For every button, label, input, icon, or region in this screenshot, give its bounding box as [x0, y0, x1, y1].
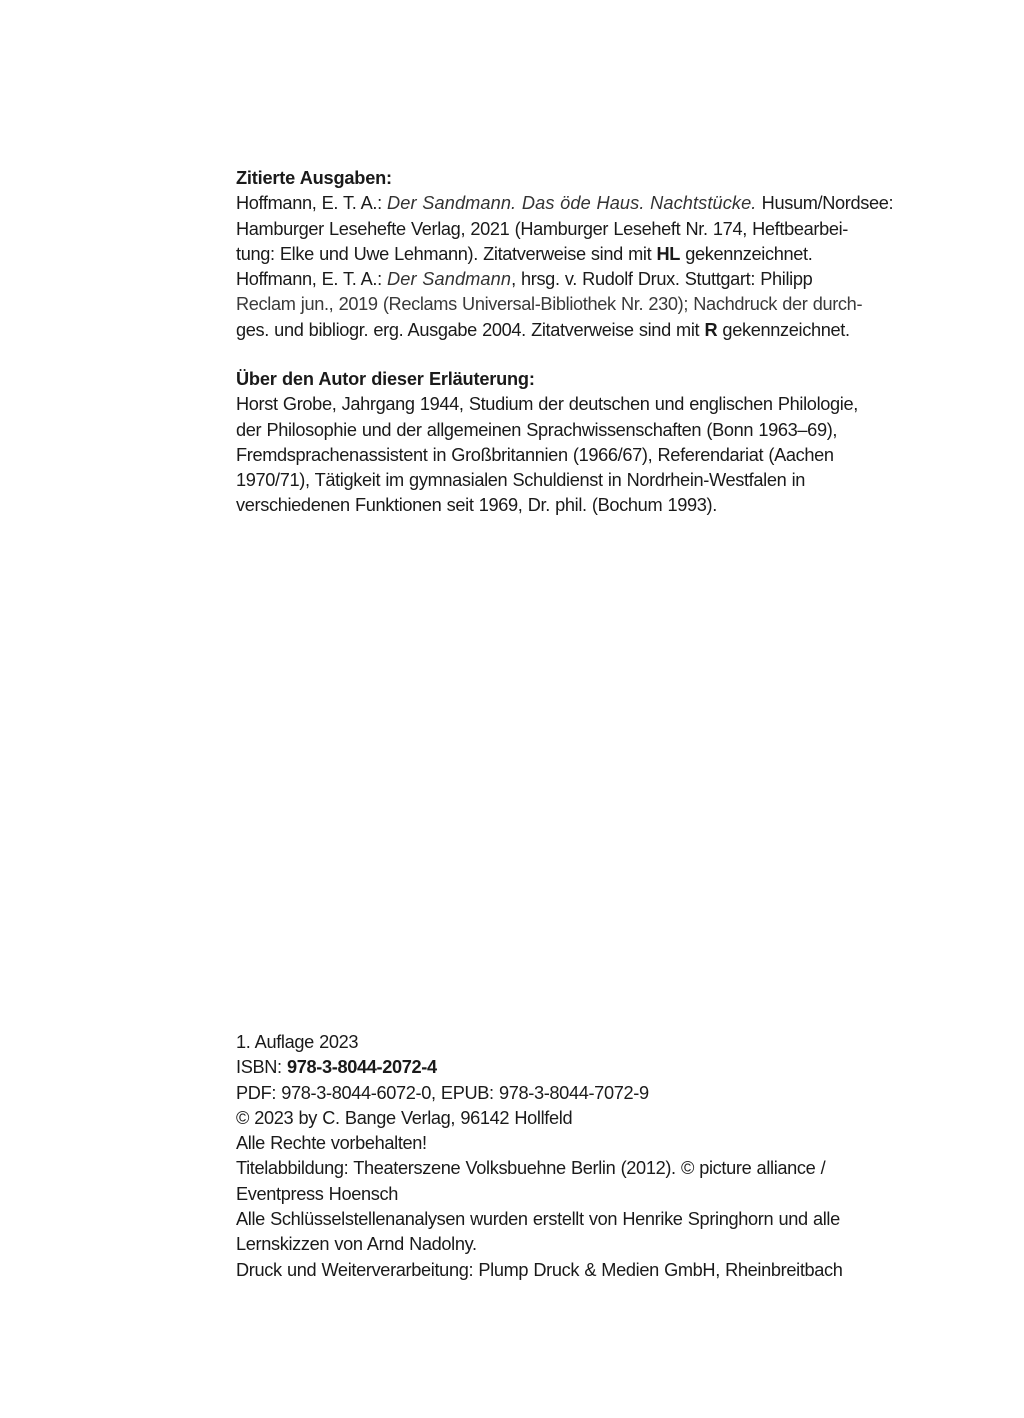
citation-abbrev: R — [704, 319, 718, 340]
citation-author: Hoffmann, E. T. A.: — [236, 193, 388, 214]
citation-title: Der Sandmann — [387, 269, 512, 290]
author-bio-line: 1970/71), Tätigkeit im gymnasialen Schuldienst in Nordrhein-Westfalen in — [236, 470, 806, 491]
edition-line: 1. Auflage 2023 — [236, 1032, 359, 1052]
author-bio-line: Fremdsprachenassistent in Großbritannien (1966/67), Referendariat (Aachen — [236, 444, 834, 465]
isbn-label: ISBN: — [236, 1057, 287, 1078]
author-bio-line: verschiedenen Funktionen seit 1969, Dr. phil. (Bochum 1993). — [236, 495, 717, 516]
author-bio-line: der Philosophie und der allgemeinen Sprachwissenschaften (Bonn 1963–69), — [236, 419, 838, 440]
cited-editions-section — [236, 166, 956, 343]
citation-line — [236, 242, 956, 267]
isbn-line — [236, 1055, 956, 1080]
analyses-credit-line: Lernskizzen von Arnd Nadolny. — [236, 1234, 477, 1255]
printer-line: Druck und Weiterverarbeitung: Plump Druck & Medien GmbH, Rheinbreitbach — [236, 1259, 843, 1280]
citation-line — [236, 267, 956, 292]
cited-editions-heading: Zitierte Ausgaben: — [236, 168, 392, 188]
citation-text: tung: Elke und Uwe Lehmann). Zitatverweise sind mit — [236, 243, 657, 264]
cover-credit-line: Titelabbildung: Theaterszene Volksbuehne Berlin (2012). © picture alliance / — [236, 1158, 826, 1179]
citation-title: Der Sandmann. Das öde Haus. Nachtstücke. — [387, 193, 757, 214]
analyses-credit-line: Alle Schlüsselstellenanalysen wurden erstellt von Henrike Springhorn und alle — [236, 1209, 840, 1230]
citation-text: gekennzeichnet. — [680, 243, 813, 264]
citation-abbrev: HL — [656, 243, 681, 264]
citation-publisher: Husum/Nordsee: — [756, 193, 894, 214]
citation-line: Hamburger Lesehefte Verlag, 2021 (Hamburger Leseheft Nr. 174, Heftbearbei- — [236, 218, 848, 239]
citation-author: Hoffmann, E. T. A.: — [236, 269, 388, 290]
author-bio-line: Horst Grobe, Jahrgang 1944, Studium der deutschen und englischen Philologie, — [236, 394, 858, 415]
imprint-section — [236, 1030, 956, 1283]
cover-credit-line: Eventpress Hoensch — [236, 1183, 399, 1204]
citation-line — [236, 318, 956, 343]
copyright-line: © 2023 by C. Bange Verlag, 96142 Hollfeld — [236, 1107, 573, 1128]
citation-line: Reclam jun., 2019 (Reclams Universal-Bibliothek Nr. 230); Nachdruck der durch- — [236, 294, 863, 315]
rights-line: Alle Rechte vorbehalten! — [236, 1133, 427, 1154]
citation-text: gekennzeichnet. — [717, 319, 850, 340]
citation-text: ges. und bibliogr. erg. Ausgabe 2004. Zitatverweise sind mit — [236, 319, 705, 340]
ebook-isbn-line: PDF: 978-3-8044-6072-0, EPUB: 978-3-8044-7072-9 — [236, 1082, 649, 1103]
about-author-heading: Über den Autor dieser Erläuterung: — [236, 369, 535, 389]
citation-publisher: , hrsg. v. Rudolf Drux. Stuttgart: Philipp — [511, 269, 813, 290]
citation-line — [236, 191, 956, 216]
about-author-section — [236, 367, 956, 519]
isbn-value: 978-3-8044-2072-4 — [286, 1057, 437, 1078]
